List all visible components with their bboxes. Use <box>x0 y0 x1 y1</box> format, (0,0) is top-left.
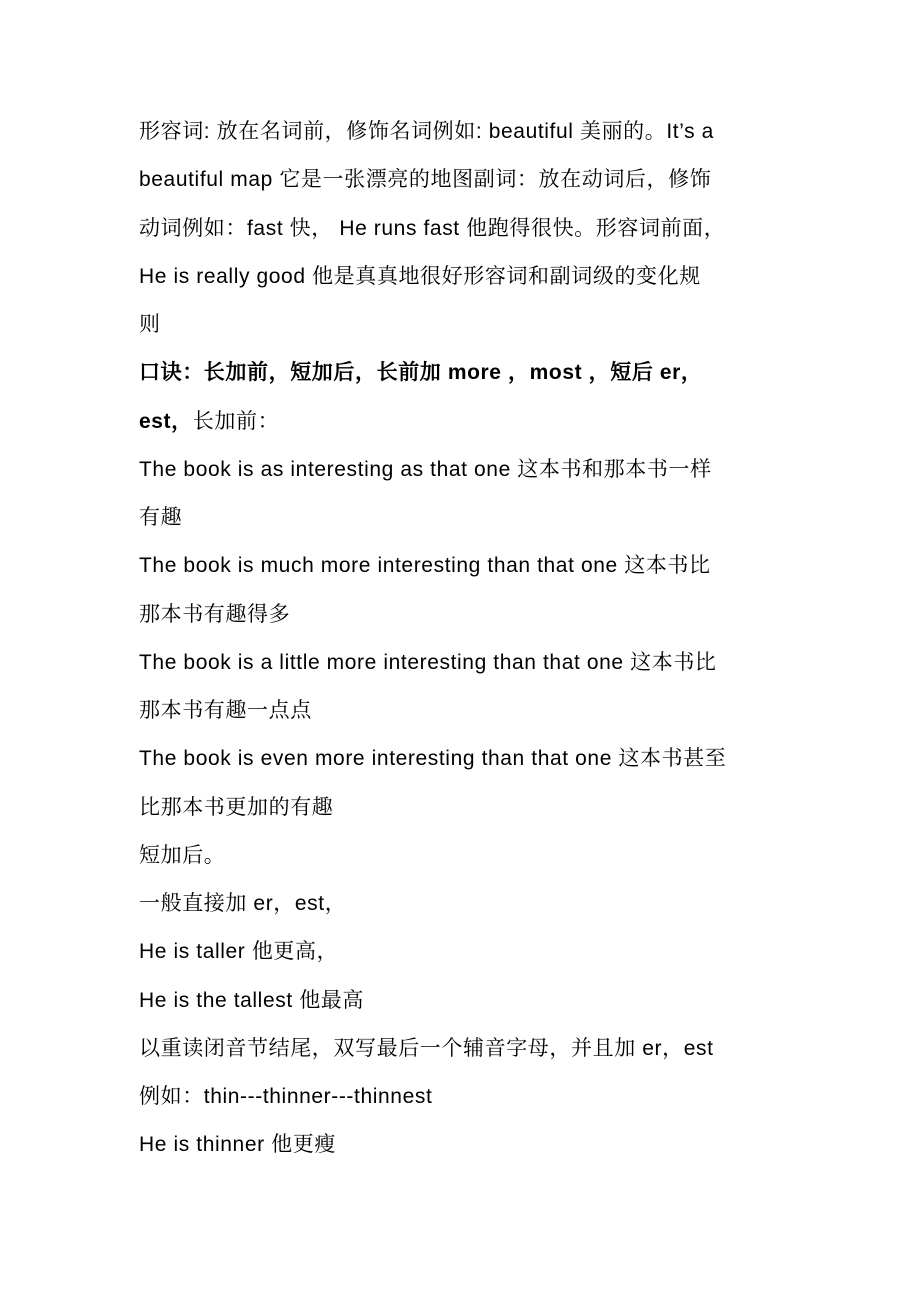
text-line: The book is as interesting as that one 这本书和那本书一样 <box>139 457 712 481</box>
text-line: 那本书有趣一点点 <box>139 699 312 722</box>
text-line: 动词例如：fast 快， He runs fast 他跑得很快。形容词前面， <box>139 216 726 240</box>
text-line: 以重读闭音节结尾，双写最后一个辅音字母，并且加 er，est <box>139 1036 714 1060</box>
text-line: 有趣 <box>139 506 183 529</box>
text-line: 一般直接加 er，est， <box>139 892 347 915</box>
text-line: He is taller 他更高， <box>139 940 339 964</box>
text-line: He is thinner 他更瘦 <box>139 1133 336 1157</box>
text-line: beautiful map 它是一张漂亮的地图副词：放在动词后，修饰 <box>139 168 712 192</box>
text-line: He is the tallest 他最高 <box>139 988 364 1012</box>
text-line: 比那本书更加的有趣 <box>139 795 334 819</box>
bold-text: est， <box>139 409 193 433</box>
text-line: The book is much more interesting than that one 这本书比 <box>139 554 711 578</box>
mnemonic-line: 口诀：长加前，短加后，长前加 more ，most ，短后 er， <box>139 361 703 385</box>
text-line: 短加后。 <box>139 843 226 867</box>
text-line: 形容词: 放在名词前，修饰名词例如: beautiful 美丽的。It’s a <box>139 120 714 143</box>
text-line: 则 <box>139 313 161 336</box>
text: 长加前： <box>192 409 280 433</box>
mnemonic-continuation <box>139 398 789 446</box>
document-page <box>139 108 789 1170</box>
text-line: The book is a little more interesting than that one 这本书比 <box>139 650 717 674</box>
text-line: 例如：thin---thinner---thinnest <box>139 1085 433 1108</box>
text-line: The book is even more interesting than that one 这本书甚至 <box>139 747 727 771</box>
text-line: He is really good 他是真真地很好形容词和副词级的变化规 <box>139 264 701 288</box>
text-line: 那本书有趣得多 <box>139 602 291 626</box>
